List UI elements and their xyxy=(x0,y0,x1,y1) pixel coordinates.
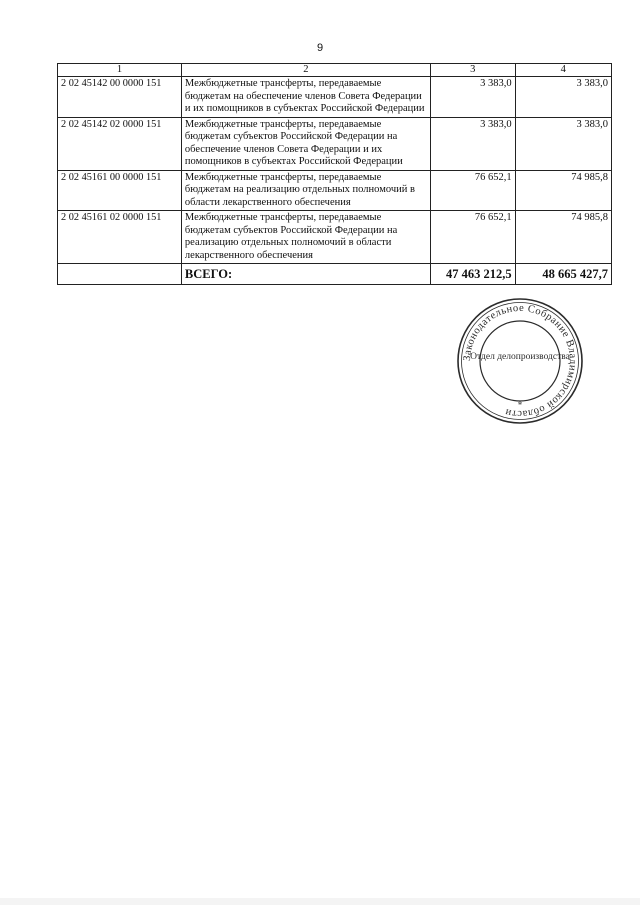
row-name: Межбюджетные трансферты, передаваемые бюджетам субъектов Российской Федерации на обеспечение членов Совета Федерации и их помощников в субъектах Российской Федерации xyxy=(181,117,430,170)
column-header: 4 xyxy=(515,64,611,77)
row-code: 2 02 45161 02 0000 151 xyxy=(58,211,182,264)
row-name: Межбюджетные трансферты, передаваемые бюджетам субъектов Российской Федерации на реализацию отдельных полномочий в области лекарственного обеспечения xyxy=(181,211,430,264)
row-value-col4: 3 383,0 xyxy=(515,117,611,170)
total-value-col4: 48 665 427,7 xyxy=(515,264,611,285)
scan-edge xyxy=(0,898,640,905)
row-value-col3: 3 383,0 xyxy=(430,117,515,170)
total-label: ВСЕГО: xyxy=(181,264,430,285)
svg-text:*: * xyxy=(517,400,523,410)
table-row xyxy=(58,211,612,264)
stamp-ring-text: Законодательное Собрание Владимирской области xyxy=(461,302,579,420)
row-name: Межбюджетные трансферты, передаваемые бюджетам на обеспечение членов Совета Федерации и их помощников в субъектах Российской Федерации xyxy=(181,77,430,118)
row-name: Межбюджетные трансферты, передаваемые бюджетам на реализацию отдельных полномочий в области лекарственного обеспечения xyxy=(181,170,430,211)
column-header: 2 xyxy=(181,64,430,77)
column-header: 1 xyxy=(58,64,182,77)
total-row xyxy=(58,264,612,285)
table-header-row xyxy=(58,64,612,77)
total-empty-cell xyxy=(58,264,182,285)
row-code: 2 02 45142 02 0000 151 xyxy=(58,117,182,170)
table-row xyxy=(58,77,612,118)
row-value-col3: 3 383,0 xyxy=(430,77,515,118)
total-value-col3: 47 463 212,5 xyxy=(430,264,515,285)
row-code: 2 02 45161 00 0000 151 xyxy=(58,170,182,211)
official-stamp xyxy=(455,296,585,426)
column-header: 3 xyxy=(430,64,515,77)
stamp-center-text: Отдел делопроизводства xyxy=(470,352,570,362)
row-value-col4: 3 383,0 xyxy=(515,77,611,118)
table-row xyxy=(58,170,612,211)
row-value-col3: 76 652,1 xyxy=(430,170,515,211)
row-value-col3: 76 652,1 xyxy=(430,211,515,264)
row-value-col4: 74 985,8 xyxy=(515,170,611,211)
table-row xyxy=(58,117,612,170)
budget-table xyxy=(57,63,612,285)
row-value-col4: 74 985,8 xyxy=(515,211,611,264)
row-code: 2 02 45142 00 0000 151 xyxy=(58,77,182,118)
page-number: 9 xyxy=(316,42,324,54)
